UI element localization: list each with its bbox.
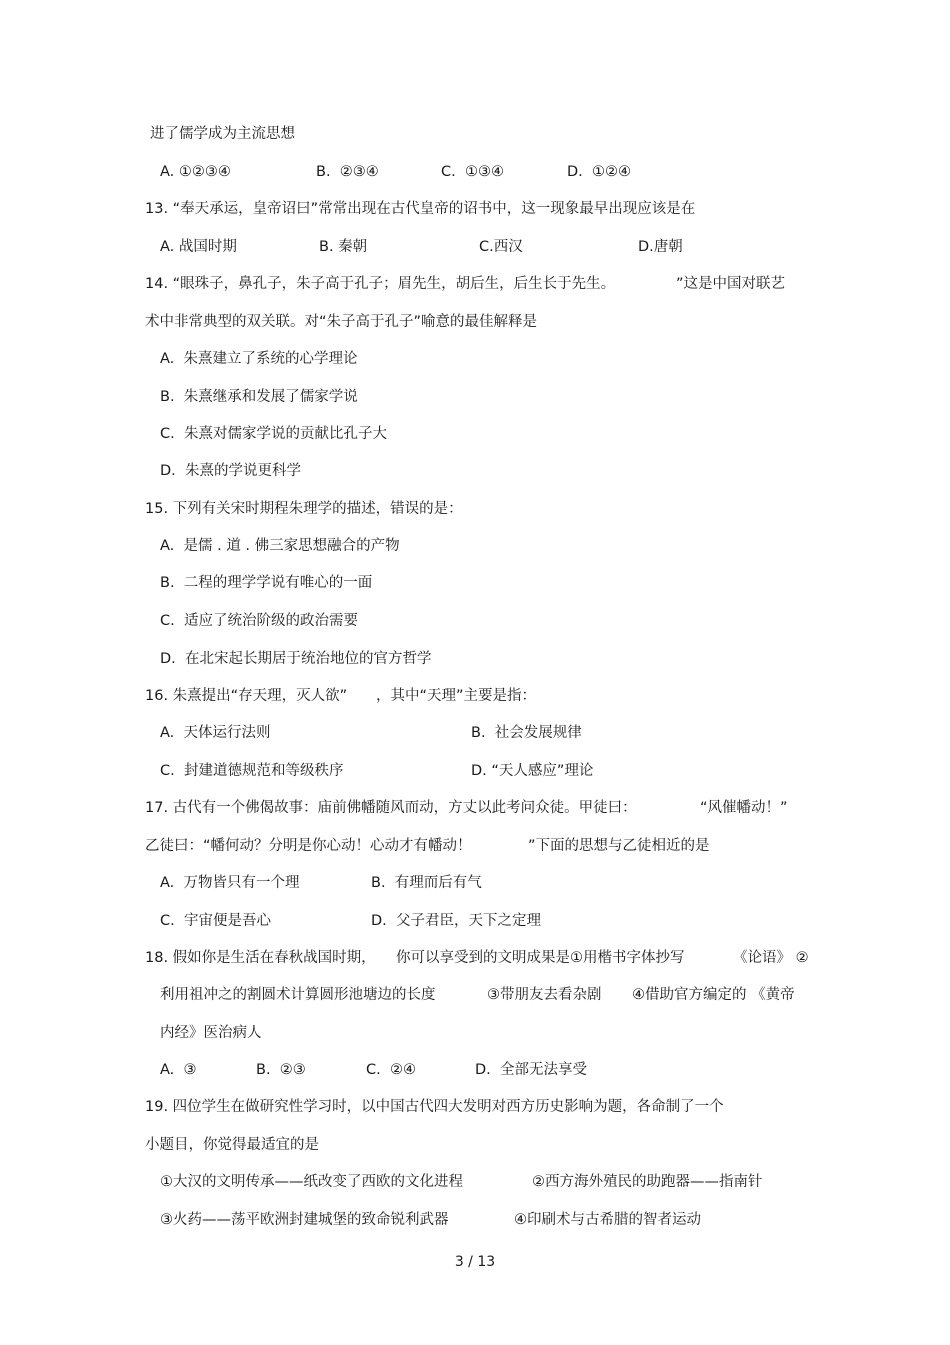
question-17-quote: “风催幡动！” bbox=[700, 800, 788, 816]
option-c: C. 适应了统治阶级的政治需要 bbox=[160, 613, 358, 629]
option-c: C. ①③④ bbox=[441, 164, 504, 180]
text-line: 术中非常典型的双关联。对“朱子高于孔子”喻意的最佳解释是 bbox=[145, 314, 538, 330]
text-line: ③带朋友去看杂剧 bbox=[487, 987, 602, 1003]
text-line: ④借助官方编定的 《黄帝 bbox=[632, 987, 795, 1003]
option-b: B. ②③④ bbox=[316, 164, 379, 180]
text-line: 小题目，你觉得最适宜的是 bbox=[145, 1137, 319, 1153]
option-b: B. 社会发展规律 bbox=[471, 725, 582, 741]
option-a: A. 天体运行法则 bbox=[160, 725, 271, 741]
option-d: D. 在北宋起长期居于统治地位的官方哲学 bbox=[160, 651, 432, 667]
option-b: B. 秦朝 bbox=[319, 239, 368, 255]
option-a: A. ①②③④ bbox=[160, 164, 231, 180]
option-a: A. 万物皆只有一个理 bbox=[160, 875, 300, 891]
text-line: ①大汉的文明传承——纸改变了西欧的文化进程 bbox=[160, 1174, 463, 1190]
option-a: A. 战国时期 bbox=[160, 239, 237, 255]
text-line: 利用祖冲之的割圆术计算圆形池塘边的长度 bbox=[160, 987, 436, 1003]
option-a: A. 朱熹建立了系统的心学理论 bbox=[160, 351, 358, 367]
text-line: 乙徒曰：“幡何动？分明是你心动！心动才有幡动！ bbox=[145, 838, 472, 854]
page-number: 3 / 13 bbox=[454, 1254, 496, 1270]
option-d: D. ①②④ bbox=[567, 164, 631, 180]
text-line: ③火药——荡平欧洲封建城堡的致命锐利武器 bbox=[160, 1212, 449, 1228]
text-line: 进了儒学成为主流思想 bbox=[150, 126, 295, 142]
option-c: C.西汉 bbox=[479, 239, 523, 255]
option-b: B. 二程的理学学说有唯心的一面 bbox=[160, 575, 373, 591]
question-16-cont: ，其中“天理”主要是指： bbox=[376, 688, 537, 704]
text-line: ”下面的思想与乙徒相近的是 bbox=[528, 838, 710, 854]
option-a: A. ③ bbox=[160, 1062, 197, 1078]
option-d: D. “天人感应”理论 bbox=[471, 763, 594, 779]
question-16: 16. 朱熹提出“存天理，灭人欲” bbox=[145, 688, 348, 704]
question-14-cont: ”这是中国对联艺 bbox=[676, 276, 786, 292]
text-line: ④印刷术与古希腊的智者运动 bbox=[514, 1212, 701, 1228]
option-b: B. 有理而后有气 bbox=[371, 875, 482, 891]
question-19: 19. 四位学生在做研究性学习时，以中国古代四大发明对西方历史影响为题，各命制了一个 bbox=[145, 1099, 724, 1115]
option-b: B. 朱熹继承和发展了儒家学说 bbox=[160, 389, 358, 405]
text-line: 内经》医治病人 bbox=[160, 1025, 262, 1041]
option-d: D. 全部无法享受 bbox=[475, 1062, 587, 1078]
question-15: 15. 下列有关宋时期程朱理学的描述，错误的是： bbox=[145, 501, 463, 517]
option-d: D. 父子君臣，天下之定理 bbox=[371, 913, 541, 929]
text-line: ②西方海外殖民的助跑器——指南针 bbox=[532, 1174, 763, 1190]
option-b: B. ②③ bbox=[256, 1062, 306, 1078]
option-c: C. 朱熹对儒家学说的贡献比孔子大 bbox=[160, 426, 387, 442]
option-c: C. 封建道德规范和等级秩序 bbox=[160, 763, 344, 779]
option-d: D. 朱熹的学说更科学 bbox=[160, 463, 301, 479]
question-18-cont: 你可以享受到的文明成果是①用楷书字体抄写 bbox=[396, 950, 685, 966]
question-14: 14. “眼珠子，鼻孔子，朱子高于孔子；眉先生，胡后生，后生长于先生。 bbox=[145, 276, 616, 292]
option-c: C. ②④ bbox=[366, 1062, 416, 1078]
question-13: 13. “奉天承运，皇帝诏曰”常常出现在古代皇帝的诏书中，这一现象最早出现应该是在 bbox=[145, 201, 696, 217]
question-17: 17. 古代有一个佛偈故事：庙前佛幡随风而动，方丈以此考问众徒。甲徒曰： bbox=[145, 800, 637, 816]
option-d: D.唐朝 bbox=[638, 239, 683, 255]
question-18: 18. 假如你是生活在春秋战国时期， bbox=[145, 950, 376, 966]
question-18-cont: 《论语》 ② bbox=[733, 950, 809, 966]
option-a: A. 是儒 . 道 . 佛三家思想融合的产物 bbox=[160, 538, 400, 554]
option-c: C. 宇宙便是吾心 bbox=[160, 913, 271, 929]
